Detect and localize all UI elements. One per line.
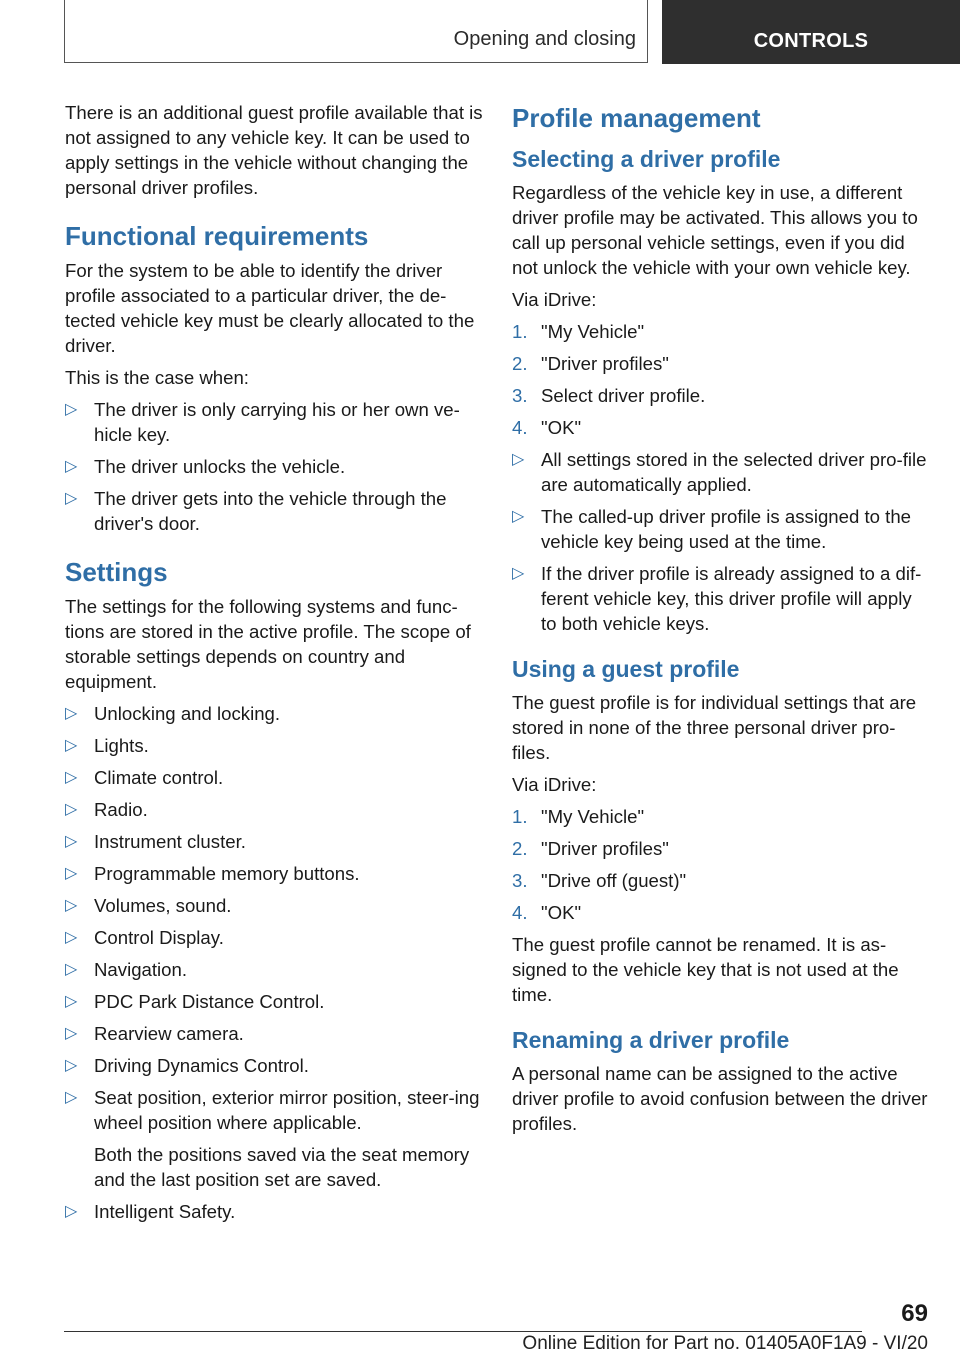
case-list (65, 397, 483, 536)
renaming-paragraph: A personal name can be assigned to the active driver profile to avoid confusion between the driver profiles. (512, 1063, 928, 1134)
list-item: ▷ Lights. (65, 735, 149, 756)
page-header (64, 0, 960, 66)
list-item: ▷ Programmable memory buttons. (65, 863, 360, 884)
settings-paragraph: The settings for the following systems and func‐tions are stored in the active profile. The scope of storable settings depends on country and equipment. (65, 596, 471, 692)
functional-paragraph: For the system to be able to identify the driver profile associated to a particular driver, the de‐tected vehicle key must be clearly allocated to the driver. (65, 260, 475, 356)
list-item: ▷ Intelligent Safety. (65, 1201, 236, 1222)
triangle-bullet-icon: ▷ (65, 737, 78, 754)
triangle-bullet-icon: ▷ (65, 993, 78, 1010)
via-idrive-label: Via iDrive: (512, 774, 597, 795)
list-item: ▷ Navigation. (65, 959, 188, 980)
case-intro: This is the case when: (65, 367, 249, 388)
triangle-bullet-icon: ▷ (65, 705, 78, 722)
triangle-bullet-icon: ▷ (65, 1057, 78, 1074)
list-item: ▷ Volumes, sound. (65, 895, 232, 916)
heading-settings: Settings (65, 557, 168, 587)
list-item: ▷ Seat position, exterior mirror position, steer‐ing wheel position where applicable. Both the positions saved via the seat memory and the last position set are saved. (65, 1085, 483, 1192)
step-number: 1. (512, 806, 528, 827)
list-item: 4. "OK" (512, 417, 582, 438)
list-item: 2. "Driver profiles" (512, 353, 669, 374)
steps-list-guest (512, 804, 932, 925)
edition-note: Online Edition for Part no. 01405A0F1A9 - VI/20 (522, 1333, 928, 1354)
list-item: ▷ PDC Park Distance Control. (65, 991, 325, 1012)
list-item: ▷ The driver is only carrying his or her own ve‐hicle key. (65, 399, 460, 445)
notes-list (512, 447, 932, 636)
triangle-bullet-icon: ▷ (65, 897, 78, 914)
page-number: 69 (901, 1300, 928, 1327)
triangle-bullet-icon: ▷ (512, 451, 525, 468)
list-item: ▷ The driver gets into the vehicle through the driver's door. (65, 488, 447, 534)
step-number: 3. (512, 385, 528, 406)
step-number: 4. (512, 902, 528, 923)
step-number: 2. (512, 838, 528, 859)
chapter-tab: CONTROLS (662, 0, 960, 64)
list-item: 4. "OK" (512, 902, 582, 923)
settings-list (65, 701, 483, 1224)
list-item: ▷ The called-up driver profile is assigned to the vehicle key being used at the time. (512, 506, 912, 552)
heading-renaming-driver-profile: Renaming a driver profile (512, 1027, 790, 1053)
left-column (65, 100, 483, 1231)
list-item: 3. "Drive off (guest)" (512, 870, 687, 891)
list-item: 1. "My Vehicle" (512, 321, 645, 342)
selecting-paragraph: Regardless of the vehicle key in use, a different driver profile may be activated. This allows you to call up personal vehicle settings, even if you did not unlock the vehicle with your own vehicle key. (512, 182, 918, 278)
triangle-bullet-icon: ▷ (65, 769, 78, 786)
list-item: ▷ Climate control. (65, 767, 224, 788)
list-item: ▷ Radio. (65, 799, 148, 820)
section-title: Opening and closing (453, 28, 636, 50)
triangle-bullet-icon: ▷ (65, 801, 78, 818)
triangle-bullet-icon: ▷ (65, 833, 78, 850)
list-item: ▷ All settings stored in the selected driver pro‐file are automatically applied. (512, 449, 927, 495)
triangle-bullet-icon: ▷ (65, 961, 78, 978)
triangle-bullet-icon: ▷ (512, 508, 525, 525)
list-item: ▷ Rearview camera. (65, 1023, 244, 1044)
guest-note: The guest profile cannot be renamed. It is as‐signed to the vehicle key that is not used at the time. (512, 934, 899, 1005)
triangle-bullet-icon: ▷ (65, 458, 78, 475)
list-item: ▷ Instrument cluster. (65, 831, 246, 852)
heading-guest-profile: Using a guest profile (512, 656, 740, 682)
heading-functional-requirements: Functional requirements (65, 221, 369, 251)
seat-note: Both the positions saved via the seat memory and the last position set are saved. (94, 1144, 470, 1190)
list-item: 1. "My Vehicle" (512, 806, 645, 827)
list-item: ▷ Unlocking and locking. (65, 703, 281, 724)
step-number: 1. (512, 321, 528, 342)
triangle-bullet-icon: ▷ (512, 565, 525, 582)
heading-profile-management: Profile management (512, 103, 761, 133)
triangle-bullet-icon: ▷ (65, 401, 78, 418)
triangle-bullet-icon: ▷ (65, 490, 78, 507)
step-number: 3. (512, 870, 528, 891)
list-item: ▷ Driving Dynamics Control. (65, 1055, 309, 1076)
list-item: ▷ Control Display. (65, 927, 224, 948)
triangle-bullet-icon: ▷ (65, 1203, 78, 1220)
list-item: 3. Select driver profile. (512, 385, 706, 406)
steps-list-select (512, 319, 932, 440)
list-item: ▷ The driver unlocks the vehicle. (65, 456, 346, 477)
right-column (512, 100, 932, 1143)
via-idrive-label: Via iDrive: (512, 289, 597, 310)
triangle-bullet-icon: ▷ (65, 929, 78, 946)
triangle-bullet-icon: ▷ (65, 1025, 78, 1042)
step-number: 4. (512, 417, 528, 438)
list-item: 2. "Driver profiles" (512, 838, 669, 859)
list-item: ▷ If the driver profile is already assigned to a dif‐ferent vehicle key, this driver profile will apply to both vehicle keys. (512, 563, 922, 634)
step-number: 2. (512, 353, 528, 374)
triangle-bullet-icon: ▷ (65, 865, 78, 882)
footer-divider (64, 1331, 862, 1332)
heading-selecting-driver-profile: Selecting a driver profile (512, 146, 781, 172)
intro-paragraph: There is an additional guest profile available that is not assigned to any vehicle key. It can be used to apply settings in the vehicle without changing the personal driver profiles. (65, 102, 483, 198)
guest-paragraph: The guest profile is for individual settings that are stored in none of the three personal driver pro‐files. (512, 692, 917, 763)
triangle-bullet-icon: ▷ (65, 1089, 78, 1106)
